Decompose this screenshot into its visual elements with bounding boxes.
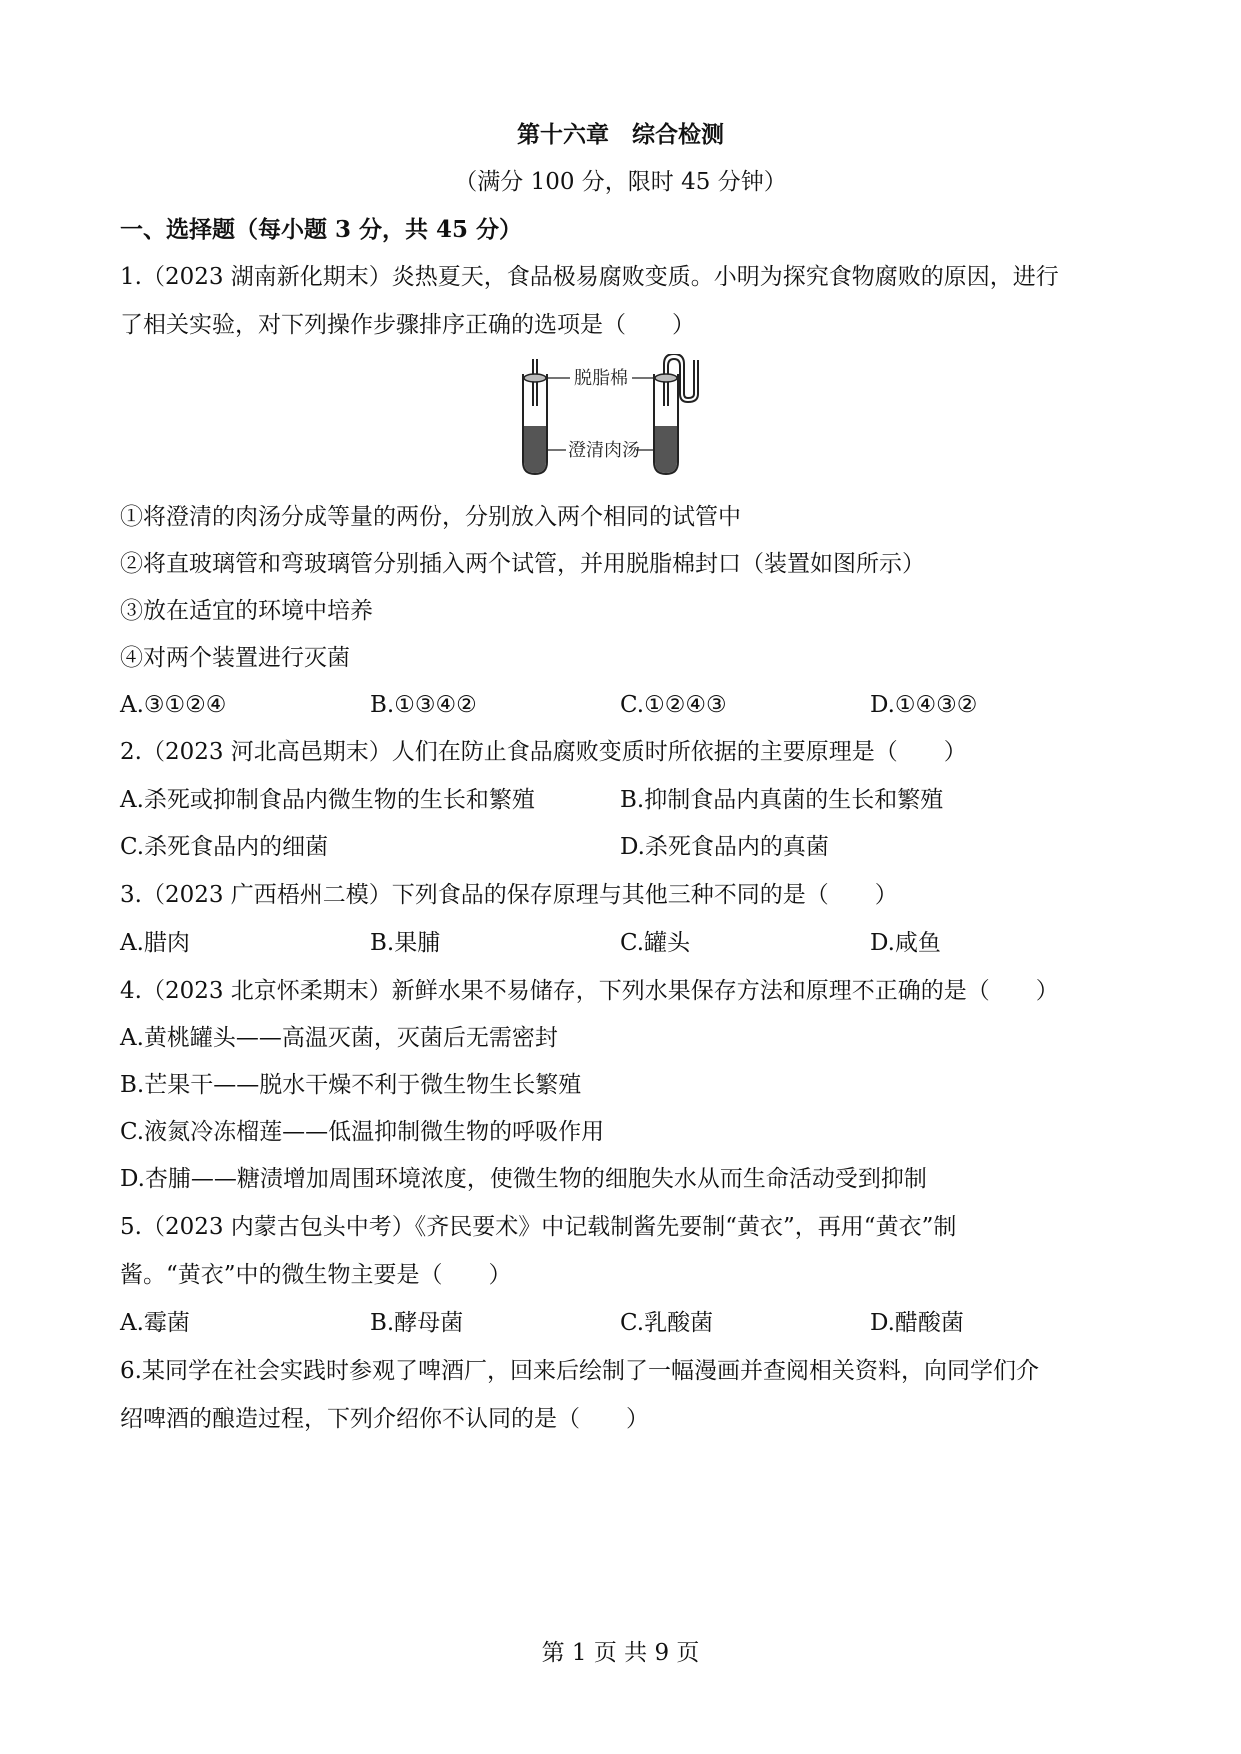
question-1-option-b: B.①③④② — [370, 692, 477, 718]
question-4-line-1: 4.（2023 北京怀柔期末）新鲜水果不易储存，下列水果保存方法和原理不正确的是（ ） — [120, 978, 1059, 1004]
question-1-step-1: ①将澄清的肉汤分成等量的两份，分别放入两个相同的试管中 — [120, 504, 741, 530]
question-5-option-b: B.酵母菌 — [370, 1310, 464, 1336]
question-2-option-d: D.杀死食品内的真菌 — [620, 834, 829, 860]
question-1-step-2: ②将直玻璃管和弯玻璃管分别插入两个试管，并用脱脂棉封口（装置如图所示） — [120, 551, 925, 577]
figure-label-broth: 澄清肉汤 — [568, 440, 640, 461]
question-4-option-b: B.芒果干——脱水干燥不利于微生物生长繁殖 — [120, 1072, 582, 1098]
question-1-line-1: 1.（2023 湖南新化期末）炎热夏天，食品极易腐败变质。小明为探究食物腐败的原因，进行 — [120, 264, 1059, 290]
question-4-option-c: C.液氮冷冻榴莲——低温抑制微生物的呼吸作用 — [120, 1119, 605, 1145]
question-1-step-4: ④对两个装置进行灭菌 — [120, 645, 350, 671]
question-1-option-c: C.①②④③ — [620, 692, 727, 718]
question-1-option-a: A.③①②④ — [120, 692, 227, 718]
section-heading: 一、选择题（每小题 3 分，共 45 分） — [120, 216, 523, 243]
question-1-step-3: ③放在适宜的环境中培养 — [120, 598, 373, 624]
straight-tube-icon — [523, 359, 547, 474]
page-subtitle: （满分 100 分，限时 45 分钟） — [454, 169, 787, 195]
question-3-option-b: B.果脯 — [370, 930, 441, 956]
question-3-option-c: C.罐头 — [620, 930, 691, 956]
question-5-line-2: 酱。“黄衣”中的微生物主要是（ ） — [120, 1262, 512, 1288]
question-6-line-2: 绍啤酒的酿造过程，下列介绍你不认同的是（ ） — [120, 1406, 649, 1432]
question-1-option-d: D.①④③② — [870, 692, 978, 718]
figure-label-cotton: 脱脂棉 — [574, 368, 628, 389]
question-3-option-d: D.咸鱼 — [870, 930, 941, 956]
question-6-line-1: 6.某同学在社会实践时参观了啤酒厂，回来后绘制了一幅漫画并查阅相关资料，向同学们介 — [120, 1358, 1039, 1384]
question-2-option-a: A.杀死或抑制食品内微生物的生长和繁殖 — [120, 787, 535, 813]
question-4-option-d: D.杏脯——糖渍增加周围环境浓度，使微生物的细胞失水从而生命活动受到抑制 — [120, 1166, 927, 1192]
question-2-line-1: 2.（2023 河北高邑期末）人们在防止食品腐败变质时所依据的主要原理是（ ） — [120, 739, 967, 765]
page-footer: 第 1 页 共 9 页 — [541, 1640, 700, 1666]
question-2-option-c: C.杀死食品内的细菌 — [120, 834, 329, 860]
question-3-option-a: A.腊肉 — [120, 930, 190, 956]
question-3-line-1: 3.（2023 广西梧州二模）下列食品的保存原理与其他三种不同的是（ ） — [120, 882, 898, 908]
question-2-option-b: B.抑制食品内真菌的生长和繁殖 — [620, 787, 944, 813]
question-1-line-2: 了相关实验，对下列操作步骤排序正确的选项是（ ） — [120, 312, 695, 338]
page-title: 第十六章 综合检测 — [517, 121, 724, 148]
question-5-option-c: C.乳酸菌 — [620, 1310, 714, 1336]
question-5-option-d: D.醋酸菌 — [870, 1310, 964, 1336]
bent-tube-icon — [654, 354, 698, 474]
test-tube-figure — [518, 354, 728, 479]
question-5-option-a: A.霉菌 — [120, 1310, 190, 1336]
question-4-option-a: A.黄桃罐头——高温灭菌，灭菌后无需密封 — [120, 1025, 558, 1051]
question-5-line-1: 5.（2023 内蒙古包头中考）《齐民要术》中记载制酱先要制“黄衣”，再用“黄衣”制 — [120, 1214, 957, 1240]
